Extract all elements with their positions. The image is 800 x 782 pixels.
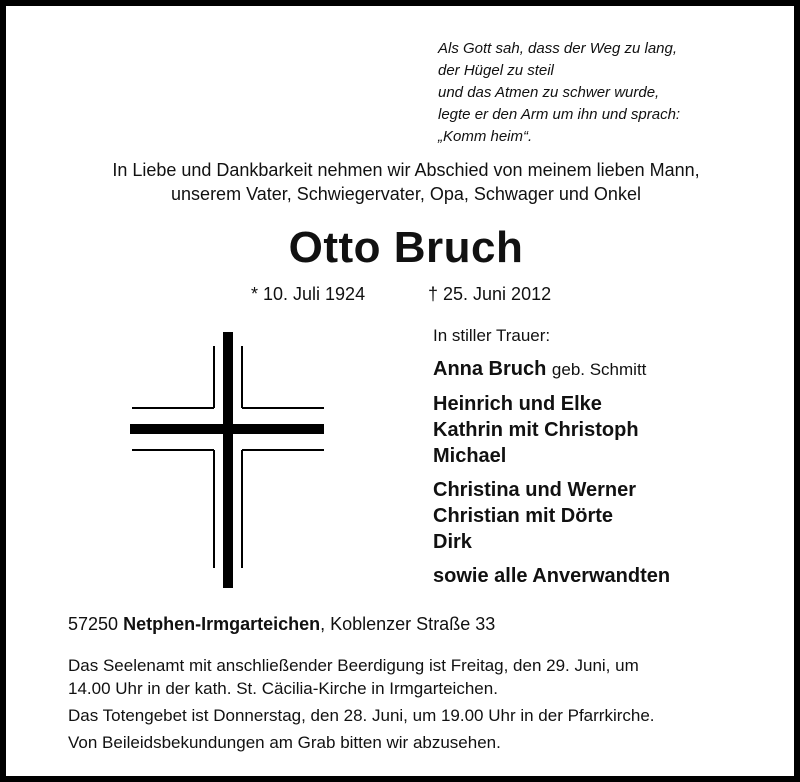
address [68,612,495,636]
spouse-name: Anna Bruch [433,358,547,380]
mourners-closing: sowie alle Anverwandten [433,565,671,587]
spouse-maiden-name: geb. Schmitt [551,360,647,379]
town: Netphen-Irmgarteichen [123,614,321,634]
service-line-2: 14.00 Uhr in der kath. St. Cäcilia-Kirche in Irmgarteichen. [68,679,498,698]
poem-line: Als Gott sah, dass der Weg zu lang, [438,40,678,57]
service-info [68,654,768,700]
mourner-line: Christian mit Dörte [433,505,614,527]
service-notes [68,654,768,758]
intro-text [46,158,766,206]
poem-line: legte er den Arm um ihn und sprach: [438,106,681,123]
prayer-info: Das Totengebet ist Donnerstag, den 28. Juni, um 19.00 Uhr in der Pfarrkirche. [68,706,655,725]
mourner-line: Dirk [433,531,472,553]
street: , Koblenzer Straße 33 [320,614,496,634]
mourner-line: Kathrin mit Christoph [433,419,639,441]
mourners-label: In stiller Trauer: [433,326,551,345]
intro-line-1: In Liebe und Dankbarkeit nehmen wir Abschied von meinem lieben Mann, [112,160,700,180]
poem-line: und das Atmen zu schwer wurde, [438,84,660,101]
poem-line: „Komm heim“. [438,128,533,145]
mourners-list [433,356,670,589]
mourner-line: Christina und Werner [433,479,636,501]
spouse-row [433,356,670,383]
service-line-1: Das Seelenamt mit anschließender Beerdigung ist Freitag, den 29. Juni, um [68,656,639,675]
death-date: † 25. Juni 2012 [428,284,552,304]
poem-line: der Hügel zu steil [438,62,554,79]
mourner-line: Heinrich und Elke [433,393,602,415]
christian-cross-icon [126,328,326,590]
postcode: 57250 [68,614,119,634]
intro-line-2: unserem Vater, Schwiegervater, Opa, Schwager und Onkel [171,184,641,204]
birth-date: * 10. Juli 1924 [251,284,366,304]
mourner-line: Michael [433,445,507,467]
condolences-info: Von Beileidsbekundungen am Grab bitten wir abzusehen. [68,733,501,752]
poem [438,38,680,148]
deceased-name: Otto Bruch [288,223,524,272]
